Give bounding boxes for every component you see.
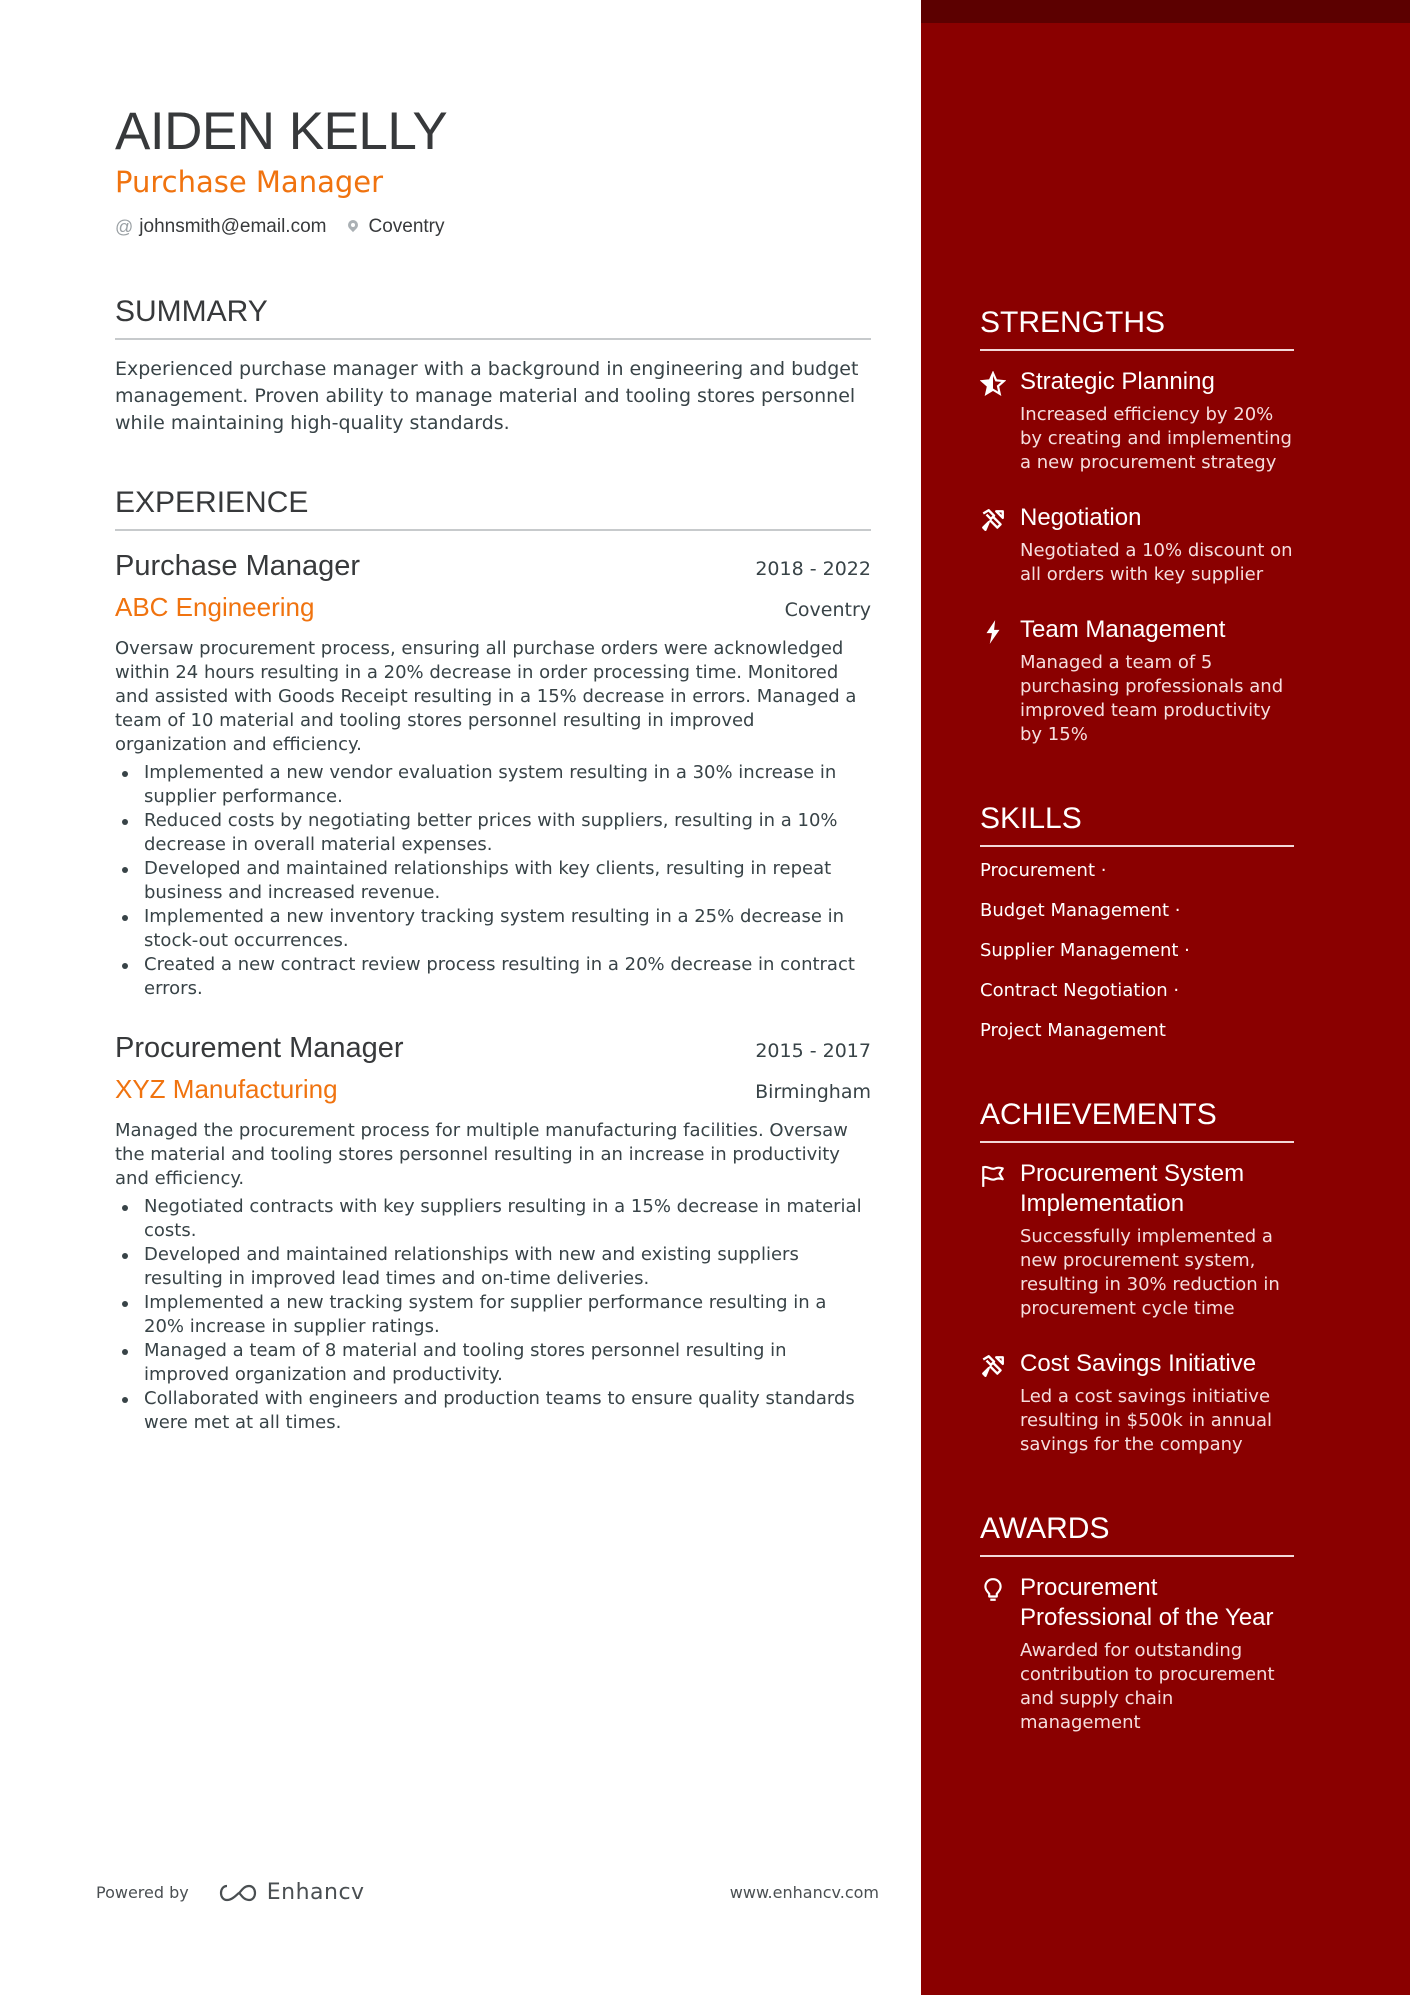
summary-section	[115, 294, 871, 437]
location-pin-icon	[348, 220, 358, 234]
strength-title: Team Management	[1020, 616, 1226, 643]
enhancv-brand: Enhancv	[266, 1880, 365, 1905]
achievement-title: Cost Savings Initiative	[1020, 1350, 1257, 1377]
powered-by-text: Powered by	[96, 1883, 189, 1902]
experience-section	[115, 485, 871, 1435]
skill-item: Supplier Management ·	[980, 940, 1190, 961]
job-dates: 2018 - 2022	[755, 558, 871, 580]
achievement-item	[980, 1349, 1294, 1457]
job-entry	[115, 1029, 871, 1435]
skill-item: Procurement ·	[980, 860, 1107, 881]
achievement-text: Led a cost savings initiative resulting in $500k in annual savings for the company	[1020, 1386, 1272, 1455]
lightning-icon	[980, 619, 1006, 645]
job-bullets	[115, 1195, 871, 1435]
footer	[96, 1880, 879, 1905]
achievement-title: Procurement System Implementation	[1020, 1160, 1245, 1217]
strength-item	[980, 367, 1294, 475]
bullet-item: Implemented a new tracking system for supplier performance resulting in a 20% increase in supplier ratings.	[115, 1291, 871, 1339]
bullet-item: Implemented a new inventory tracking system resulting in a 25% decrease in stock-out occurrences.	[115, 905, 871, 953]
at-icon: @	[115, 216, 134, 237]
sidebar-top-band	[921, 0, 1410, 23]
achievement-text: Successfully implemented a new procurement system, resulting in 30% reduction in procurement cycle time	[1020, 1226, 1280, 1319]
handshake-icon	[980, 507, 1006, 533]
handshake-icon	[980, 1353, 1006, 1379]
strength-item	[980, 503, 1294, 587]
bullet-item: Collaborated with engineers and production teams to ensure quality standards were met at all times.	[115, 1387, 871, 1435]
skill-item: Budget Management ·	[980, 900, 1181, 921]
bullet-item: Developed and maintained relationships with key clients, resulting in repeat business and increased revenue.	[115, 857, 871, 905]
lightbulb-icon	[980, 1577, 1006, 1603]
award-text: Awarded for outstanding contribution to procurement and supply chain management	[1020, 1640, 1275, 1733]
job-description: Managed the procurement process for multiple manufacturing facilities. Oversaw the material and tooling stores personnel resulting in an increase in productivity and efficiency.	[115, 1120, 848, 1189]
strength-text: Managed a team of 5 purchasing professionals and improved team productivity by 15%	[1020, 652, 1284, 745]
email-contact[interactable]	[115, 216, 326, 238]
strength-text: Negotiated a 10% discount on all orders with key supplier	[1020, 540, 1293, 585]
sidebar	[921, 0, 1410, 1995]
job-dates: 2015 - 2017	[755, 1040, 871, 1062]
bullet-item: Developed and maintained relationships with new and existing suppliers resulting in improved lead times and on-time deliveries.	[115, 1243, 871, 1291]
strengths-section	[980, 305, 1294, 747]
candidate-role: Purchase Manager	[115, 165, 384, 199]
job-bullets	[115, 761, 871, 1001]
strength-text: Increased efficiency by 20% by creating and implementing a new procurement strategy	[1020, 404, 1292, 473]
job-location: Birmingham	[755, 1081, 871, 1103]
bullet-item: Created a new contract review process resulting in a 20% decrease in contract errors.	[115, 953, 871, 1001]
award-title: Procurement Professional of the Year	[1020, 1574, 1274, 1631]
job-entry	[115, 547, 871, 1001]
summary-title: SUMMARY	[115, 294, 871, 340]
email-text: johnsmith@email.com	[139, 216, 327, 237]
bullet-item: Managed a team of 8 material and tooling stores personnel resulting in improved organization and productivity.	[115, 1339, 871, 1387]
enhancv-logo[interactable]	[215, 1880, 365, 1905]
achievements-title: ACHIEVEMENTS	[980, 1097, 1294, 1143]
company-name: ABC Engineering	[115, 592, 315, 622]
skill-item: Project Management	[980, 1020, 1166, 1041]
strength-title: Negotiation	[1020, 504, 1142, 531]
awards-title: AWARDS	[980, 1511, 1294, 1557]
bullet-item: Negotiated contracts with key suppliers resulting in a 15% decrease in material costs.	[115, 1195, 871, 1243]
location-text: Coventry	[368, 216, 445, 237]
star-icon	[980, 371, 1006, 397]
strengths-title: STRENGTHS	[980, 305, 1294, 351]
bullet-item: Reduced costs by negotiating better prices with suppliers, resulting in a 10% decrease in overall material expenses.	[115, 809, 871, 857]
job-title: Procurement Manager	[115, 1032, 404, 1064]
company-name: XYZ Manufacturing	[115, 1074, 338, 1104]
experience-title: EXPERIENCE	[115, 485, 871, 531]
skill-item: Contract Negotiation ·	[980, 980, 1180, 1001]
skills-title: SKILLS	[980, 801, 1294, 847]
job-location: Coventry	[784, 599, 871, 621]
job-title: Purchase Manager	[115, 550, 361, 582]
job-description: Oversaw procurement process, ensuring all purchase orders were acknowledged within 24 hours resulting in a 20% decrease in order processing time. Monitored and assisted with Goods Receipt resulting in a 15% decrease in errors. Managed a team of 10 material and tooling stores personnel resulting in improved organization and efficiency.	[115, 638, 857, 755]
award-item	[980, 1573, 1294, 1735]
enhancv-logo-icon	[215, 1882, 261, 1904]
location-contact	[348, 216, 444, 238]
flag-icon	[980, 1163, 1006, 1189]
contact-info	[115, 216, 871, 238]
skills-section	[980, 801, 1294, 1043]
awards-section	[980, 1511, 1294, 1735]
strength-title: Strategic Planning	[1020, 368, 1215, 395]
candidate-name: AIDEN KELLY	[115, 102, 448, 161]
achievement-item	[980, 1159, 1294, 1321]
website-link[interactable]: www.enhancv.com	[729, 1883, 879, 1902]
achievements-section	[980, 1097, 1294, 1457]
bullet-item: Implemented a new vendor evaluation system resulting in a 30% increase in supplier performance.	[115, 761, 871, 809]
summary-text: Experienced purchase manager with a background in engineering and budget management. Proven ability to manage material and tooling stores personnel while maintaining high-quality standards.	[115, 358, 859, 434]
strength-item	[980, 615, 1294, 747]
